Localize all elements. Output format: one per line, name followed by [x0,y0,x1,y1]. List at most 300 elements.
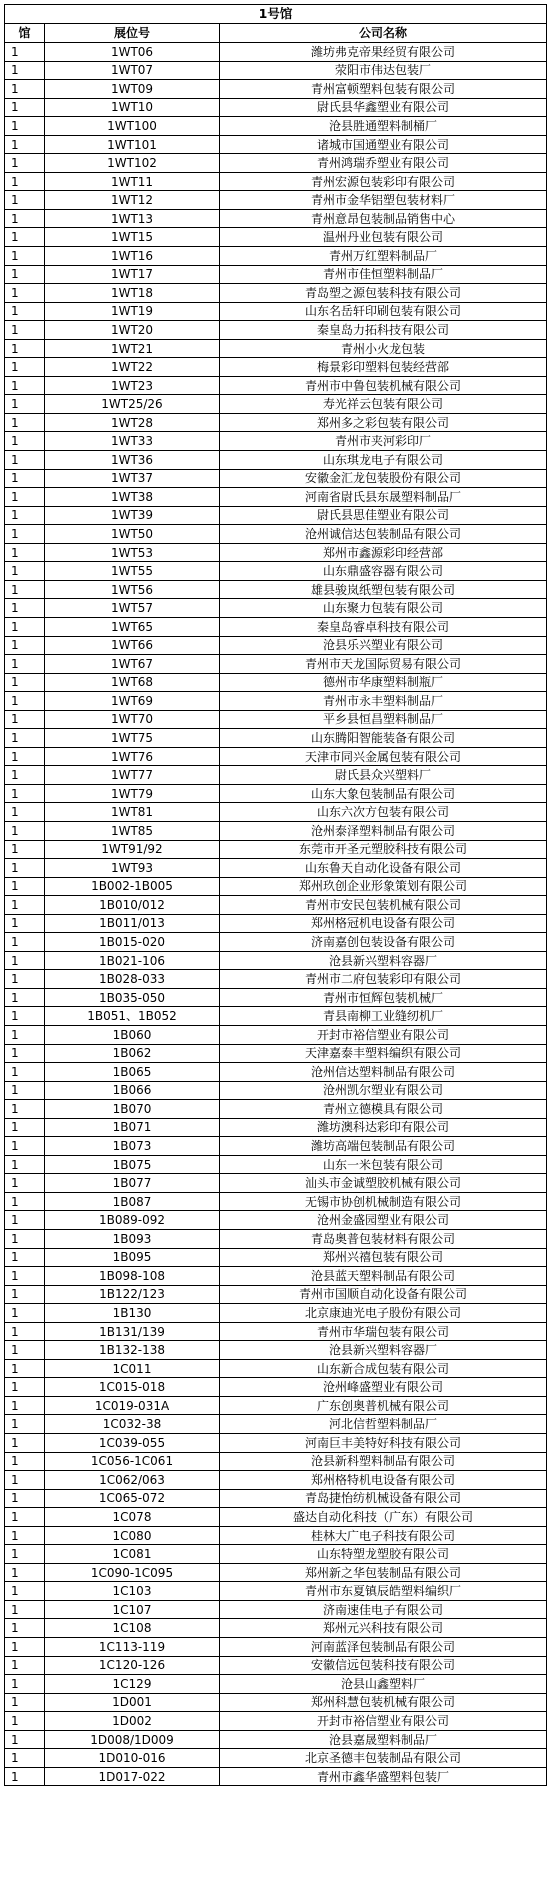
booth-number-cell: 1WT25/26 [45,395,220,414]
booth-number-cell: 1B098-108 [45,1267,220,1286]
booth-number-cell: 1C015-018 [45,1378,220,1397]
table-row [5,710,547,729]
booth-number-cell: 1B028-033 [45,970,220,989]
company-name-cell: 沧州泰泽塑料制品有限公司 [220,821,547,840]
company-name-cell: 沧县山鑫塑料厂 [220,1675,547,1694]
booth-number-cell: 1C062/063 [45,1471,220,1490]
company-name-cell: 潍坊高端包装制品有限公司 [220,1137,547,1156]
table-row [5,840,547,859]
booth-number-cell: 1D010-016 [45,1749,220,1768]
table-row [5,1396,547,1415]
hall-cell: 1 [5,784,45,803]
hall-cell: 1 [5,1155,45,1174]
booth-number-cell: 1WT23 [45,376,220,395]
table-row [5,321,547,340]
booth-number-cell: 1WT102 [45,154,220,173]
company-name-cell: 青岛塑之源包装科技有限公司 [220,284,547,303]
company-name-cell: 秦皇岛睿卓科技有限公司 [220,617,547,636]
booth-number-cell: 1WT06 [45,43,220,62]
company-name-cell: 沧县嘉晟塑料制品厂 [220,1730,547,1749]
booth-number-cell: 1D017-022 [45,1767,220,1786]
table-row [5,636,547,655]
table-row [5,358,547,377]
hall-cell: 1 [5,692,45,711]
hall-cell: 1 [5,1137,45,1156]
company-name-cell: 沧州金盛园塑业有限公司 [220,1211,547,1230]
hall-cell: 1 [5,1285,45,1304]
table-row [5,1285,547,1304]
company-name-cell: 沧县新兴塑料容器厂 [220,1341,547,1360]
booth-number-cell: 1B002-1B005 [45,877,220,896]
title-row [5,5,547,24]
table-row [5,191,547,210]
booth-number-cell: 1C103 [45,1582,220,1601]
hall-cell: 1 [5,543,45,562]
booth-number-cell: 1WT22 [45,358,220,377]
booth-number-cell: 1B011/013 [45,914,220,933]
company-name-cell: 青州市中鲁包装机械有限公司 [220,376,547,395]
hall-cell: 1 [5,117,45,136]
company-name-cell: 山东新合成包装有限公司 [220,1359,547,1378]
exhibitor-sheet [4,4,546,1786]
table-row [5,1118,547,1137]
booth-number-cell: 1WT18 [45,284,220,303]
hall-cell: 1 [5,1396,45,1415]
company-name-cell: 天津嘉泰丰塑料编织有限公司 [220,1044,547,1063]
company-name-cell: 沧县乐兴塑业有限公司 [220,636,547,655]
table-row [5,1545,547,1564]
hall-cell: 1 [5,1434,45,1453]
table-row [5,1378,547,1397]
company-name-cell: 青岛捷怡纺机械设备有限公司 [220,1489,547,1508]
table-row [5,469,547,488]
table-row [5,135,547,154]
table-row [5,803,547,822]
company-name-cell: 梅景彩印塑料包装经营部 [220,358,547,377]
hall-cell: 1 [5,1749,45,1768]
hall-cell: 1 [5,877,45,896]
hall-cell: 1 [5,970,45,989]
booth-number-cell: 1WT65 [45,617,220,636]
table-row [5,729,547,748]
booth-number-cell: 1B062 [45,1044,220,1063]
table-row [5,673,547,692]
company-name-cell: 诸城市国通塑业有限公司 [220,135,547,154]
table-row [5,98,547,117]
table-row [5,1767,547,1786]
hall-cell: 1 [5,1545,45,1564]
table-row [5,1044,547,1063]
table-row [5,1600,547,1619]
booth-number-cell: 1WT70 [45,710,220,729]
table-row [5,1730,547,1749]
table-row [5,1267,547,1286]
booth-number-cell: 1C107 [45,1600,220,1619]
table-row [5,1619,547,1638]
hall-cell: 1 [5,1471,45,1490]
company-name-cell: 郑州市鑫源彩印经营部 [220,543,547,562]
company-name-cell: 青州市佳恒塑料制品厂 [220,265,547,284]
hall-cell: 1 [5,321,45,340]
table-row [5,451,547,470]
company-name-cell: 济南速佳电子有限公司 [220,1600,547,1619]
hall-cell: 1 [5,988,45,1007]
booth-number-cell: 1C113-119 [45,1638,220,1657]
booth-number-cell: 1C065-072 [45,1489,220,1508]
company-name-cell: 沧州信达塑料制品有限公司 [220,1063,547,1082]
hall-cell: 1 [5,617,45,636]
hall-cell: 1 [5,1304,45,1323]
hall-cell: 1 [5,247,45,266]
booth-number-cell: 1WT21 [45,339,220,358]
table-row [5,543,547,562]
booth-number-cell: 1C120-126 [45,1656,220,1675]
booth-number-cell: 1B070 [45,1100,220,1119]
company-name-cell: 青州市华瑞包装有限公司 [220,1322,547,1341]
booth-number-cell: 1B035-050 [45,988,220,1007]
hall-cell: 1 [5,376,45,395]
hall-cell: 1 [5,265,45,284]
booth-number-cell: 1D002 [45,1712,220,1731]
hall-cell: 1 [5,43,45,62]
company-name-cell: 河南蓝泽包装制品有限公司 [220,1638,547,1657]
table-row [5,265,547,284]
table-row [5,1526,547,1545]
company-name-cell: 沧县胜通塑料制桶厂 [220,117,547,136]
booth-number-cell: 1WT09 [45,80,220,99]
hall-cell: 1 [5,1489,45,1508]
hall-cell: 1 [5,209,45,228]
hall-cell: 1 [5,840,45,859]
hall-cell: 1 [5,673,45,692]
table-row [5,209,547,228]
table-row [5,154,547,173]
table-row [5,692,547,711]
company-name-cell: 青州市天龙国际贸易有限公司 [220,655,547,674]
booth-number-cell: 1WT17 [45,265,220,284]
company-name-cell: 青州宏源包装彩印有限公司 [220,172,547,191]
booth-number-cell: 1WT16 [45,247,220,266]
hall-cell: 1 [5,284,45,303]
booth-number-cell: 1B122/123 [45,1285,220,1304]
company-name-cell: 青州市永丰塑料制品厂 [220,692,547,711]
company-name-cell: 沧州诚信达包装制品有限公司 [220,525,547,544]
company-name-cell: 青州市鑫华盛塑料包装厂 [220,1767,547,1786]
hall-cell: 1 [5,432,45,451]
hall-cell: 1 [5,562,45,581]
table-row [5,1304,547,1323]
hall-cell: 1 [5,1063,45,1082]
hall-cell: 1 [5,599,45,618]
booth-number-cell: 1WT50 [45,525,220,544]
company-name-cell: 青州意昂包装制品销售中心 [220,209,547,228]
table-row [5,488,547,507]
booth-number-cell: 1C078 [45,1508,220,1527]
company-name-cell: 天津市同兴金属包装有限公司 [220,747,547,766]
hall-cell: 1 [5,1730,45,1749]
table-row [5,617,547,636]
table-row [5,1248,547,1267]
booth-number-cell: 1WT10 [45,98,220,117]
hall-cell: 1 [5,1508,45,1527]
table-row [5,228,547,247]
hall-cell: 1 [5,395,45,414]
company-name-cell: 青州市金华铝塑包装材料厂 [220,191,547,210]
hall-cell: 1 [5,1693,45,1712]
table-body [5,43,547,1786]
table-row [5,302,547,321]
hall-cell: 1 [5,154,45,173]
table-row [5,859,547,878]
booth-number-cell: 1B075 [45,1155,220,1174]
company-name-cell: 山东六次方包装有限公司 [220,803,547,822]
table-row [5,1174,547,1193]
company-name-cell: 青州市安民包装机械有限公司 [220,896,547,915]
company-name-cell: 尉氏县华鑫塑业有限公司 [220,98,547,117]
table-row [5,432,547,451]
company-name-cell: 沧县新科塑料制品有限公司 [220,1452,547,1471]
column-header-hall: 馆 [5,24,45,43]
booth-number-cell: 1B077 [45,1174,220,1193]
company-name-cell: 山东鲁天自动化设备有限公司 [220,859,547,878]
booth-number-cell: 1B071 [45,1118,220,1137]
table-row [5,1025,547,1044]
company-name-cell: 青州市二府包装彩印有限公司 [220,970,547,989]
table-row [5,1322,547,1341]
booth-number-cell: 1B130 [45,1304,220,1323]
table-row [5,1582,547,1601]
hall-cell: 1 [5,1211,45,1230]
company-name-cell: 温州丹业包装有限公司 [220,228,547,247]
hall-cell: 1 [5,302,45,321]
booth-number-cell: 1WT81 [45,803,220,822]
booth-number-cell: 1C090-1C095 [45,1563,220,1582]
company-name-cell: 安徽信远包装科技有限公司 [220,1656,547,1675]
table-row [5,61,547,80]
header-row [5,24,547,43]
company-name-cell: 河南省尉氏县东晟塑料制品厂 [220,488,547,507]
company-name-cell: 青州鸿瑞乔塑业有限公司 [220,154,547,173]
booth-number-cell: 1B010/012 [45,896,220,915]
exhibitor-table [4,4,547,1786]
hall-cell: 1 [5,1378,45,1397]
booth-number-cell: 1D001 [45,1693,220,1712]
booth-number-cell: 1WT37 [45,469,220,488]
hall-cell: 1 [5,1007,45,1026]
booth-number-cell: 1WT11 [45,172,220,191]
table-row [5,1007,547,1026]
hall-cell: 1 [5,413,45,432]
booth-number-cell: 1B131/139 [45,1322,220,1341]
table-row [5,80,547,99]
hall-cell: 1 [5,1638,45,1657]
company-name-cell: 安徽金汇龙包装股份有限公司 [220,469,547,488]
booth-number-cell: 1C108 [45,1619,220,1638]
hall-cell: 1 [5,1582,45,1601]
table-row [5,1434,547,1453]
company-name-cell: 济南嘉创包装设备有限公司 [220,933,547,952]
company-name-cell: 开封市裕信塑业有限公司 [220,1712,547,1731]
company-name-cell: 河北信哲塑料制品厂 [220,1415,547,1434]
hall-cell: 1 [5,747,45,766]
booth-number-cell: 1WT76 [45,747,220,766]
hall-cell: 1 [5,1044,45,1063]
hall-cell: 1 [5,1025,45,1044]
company-name-cell: 山东特塑龙塑胶有限公司 [220,1545,547,1564]
company-name-cell: 沧州凯尔塑业有限公司 [220,1081,547,1100]
booth-number-cell: 1WT39 [45,506,220,525]
hall-cell: 1 [5,710,45,729]
booth-number-cell: 1B066 [45,1081,220,1100]
company-name-cell: 盛达自动化科技（广东）有限公司 [220,1508,547,1527]
column-header-company: 公司名称 [220,24,547,43]
company-name-cell: 郑州科慧包装机械有限公司 [220,1693,547,1712]
booth-number-cell: 1WT75 [45,729,220,748]
table-row [5,988,547,1007]
hall-cell: 1 [5,655,45,674]
table-row [5,1675,547,1694]
table-row [5,1359,547,1378]
company-name-cell: 广东创奥普机械有限公司 [220,1396,547,1415]
table-row [5,1155,547,1174]
hall-cell: 1 [5,914,45,933]
company-name-cell: 郑州兴禧包装有限公司 [220,1248,547,1267]
hall-cell: 1 [5,451,45,470]
booth-number-cell: 1B021-106 [45,951,220,970]
company-name-cell: 青州小火龙包装 [220,339,547,358]
booth-number-cell: 1B015-020 [45,933,220,952]
table-row [5,1192,547,1211]
hall-cell: 1 [5,933,45,952]
company-name-cell: 荥阳市伟达包装厂 [220,61,547,80]
hall-cell: 1 [5,729,45,748]
table-row [5,766,547,785]
company-name-cell: 潍坊澳科达彩印有限公司 [220,1118,547,1137]
hall-cell: 1 [5,1452,45,1471]
booth-number-cell: 1B051、1B052 [45,1007,220,1026]
booth-number-cell: 1WT66 [45,636,220,655]
company-name-cell: 青岛奥普包装材料有限公司 [220,1230,547,1249]
hall-cell: 1 [5,135,45,154]
table-row [5,1563,547,1582]
hall-cell: 1 [5,636,45,655]
hall-cell: 1 [5,1619,45,1638]
hall-cell: 1 [5,1767,45,1786]
hall-cell: 1 [5,1248,45,1267]
hall-cell: 1 [5,525,45,544]
booth-number-cell: 1C019-031A [45,1396,220,1415]
booth-number-cell: 1WT91/92 [45,840,220,859]
hall-cell: 1 [5,1230,45,1249]
company-name-cell: 郑州玖创企业形象策划有限公司 [220,877,547,896]
company-name-cell: 北京康迪光电子股份有限公司 [220,1304,547,1323]
table-row [5,172,547,191]
company-name-cell: 青州万红塑料制品厂 [220,247,547,266]
table-row [5,1489,547,1508]
hall-cell: 1 [5,821,45,840]
table-row [5,1471,547,1490]
table-row [5,43,547,62]
company-name-cell: 山东琪龙电子有限公司 [220,451,547,470]
company-name-cell: 山东腾阳智能装备有限公司 [220,729,547,748]
booth-number-cell: 1D008/1D009 [45,1730,220,1749]
table-row [5,1508,547,1527]
hall-cell: 1 [5,61,45,80]
company-name-cell: 青州市东夏镇辰皓塑料编织厂 [220,1582,547,1601]
company-name-cell: 山东鼎盛容器有限公司 [220,562,547,581]
booth-number-cell: 1B089-092 [45,1211,220,1230]
table-row [5,1100,547,1119]
table-row [5,395,547,414]
table-row [5,1081,547,1100]
table-row [5,1063,547,1082]
company-name-cell: 雄县骏岚纸塑包装有限公司 [220,580,547,599]
hall-cell: 1 [5,339,45,358]
booth-number-cell: 1WT33 [45,432,220,451]
booth-number-cell: 1WT77 [45,766,220,785]
company-name-cell: 寿光祥云包装有限公司 [220,395,547,414]
company-name-cell: 郑州格冠机电设备有限公司 [220,914,547,933]
hall-cell: 1 [5,191,45,210]
hall-cell: 1 [5,951,45,970]
table-row [5,1749,547,1768]
booth-number-cell: 1WT67 [45,655,220,674]
company-name-cell: 山东聚力包装有限公司 [220,599,547,618]
company-name-cell: 青县南柳工业缝纫机厂 [220,1007,547,1026]
table-row [5,877,547,896]
booth-number-cell: 1WT38 [45,488,220,507]
hall-cell: 1 [5,1341,45,1360]
company-name-cell: 开封市裕信塑业有限公司 [220,1025,547,1044]
hall-cell: 1 [5,1563,45,1582]
booth-number-cell: 1B065 [45,1063,220,1082]
company-name-cell: 秦皇岛力拓科技有限公司 [220,321,547,340]
company-name-cell: 郑州元兴科技有限公司 [220,1619,547,1638]
company-name-cell: 无锡市协创机械制造有限公司 [220,1192,547,1211]
booth-number-cell: 1WT85 [45,821,220,840]
company-name-cell: 尉氏县思佳塑业有限公司 [220,506,547,525]
table-row [5,951,547,970]
hall-cell: 1 [5,469,45,488]
booth-number-cell: 1C080 [45,1526,220,1545]
booth-number-cell: 1WT36 [45,451,220,470]
company-name-cell: 青州市国顺自动化设备有限公司 [220,1285,547,1304]
company-name-cell: 沧州峰盛塑业有限公司 [220,1378,547,1397]
hall-cell: 1 [5,803,45,822]
hall-cell: 1 [5,1174,45,1193]
table-row [5,376,547,395]
hall-cell: 1 [5,859,45,878]
booth-number-cell: 1B095 [45,1248,220,1267]
company-name-cell: 山东大象包装制品有限公司 [220,784,547,803]
table-row [5,117,547,136]
company-name-cell: 山东名岳轩印刷包装有限公司 [220,302,547,321]
booth-number-cell: 1C011 [45,1359,220,1378]
table-row [5,284,547,303]
hall-cell: 1 [5,80,45,99]
company-name-cell: 河南巨丰美特好科技有限公司 [220,1434,547,1453]
table-row [5,1341,547,1360]
hall-cell: 1 [5,766,45,785]
hall-cell: 1 [5,1100,45,1119]
booth-number-cell: 1WT28 [45,413,220,432]
hall-cell: 1 [5,98,45,117]
table-row [5,599,547,618]
company-name-cell: 山东一米包装有限公司 [220,1155,547,1174]
hall-cell: 1 [5,1322,45,1341]
booth-number-cell: 1WT93 [45,859,220,878]
company-name-cell: 青州市夹河彩印厂 [220,432,547,451]
